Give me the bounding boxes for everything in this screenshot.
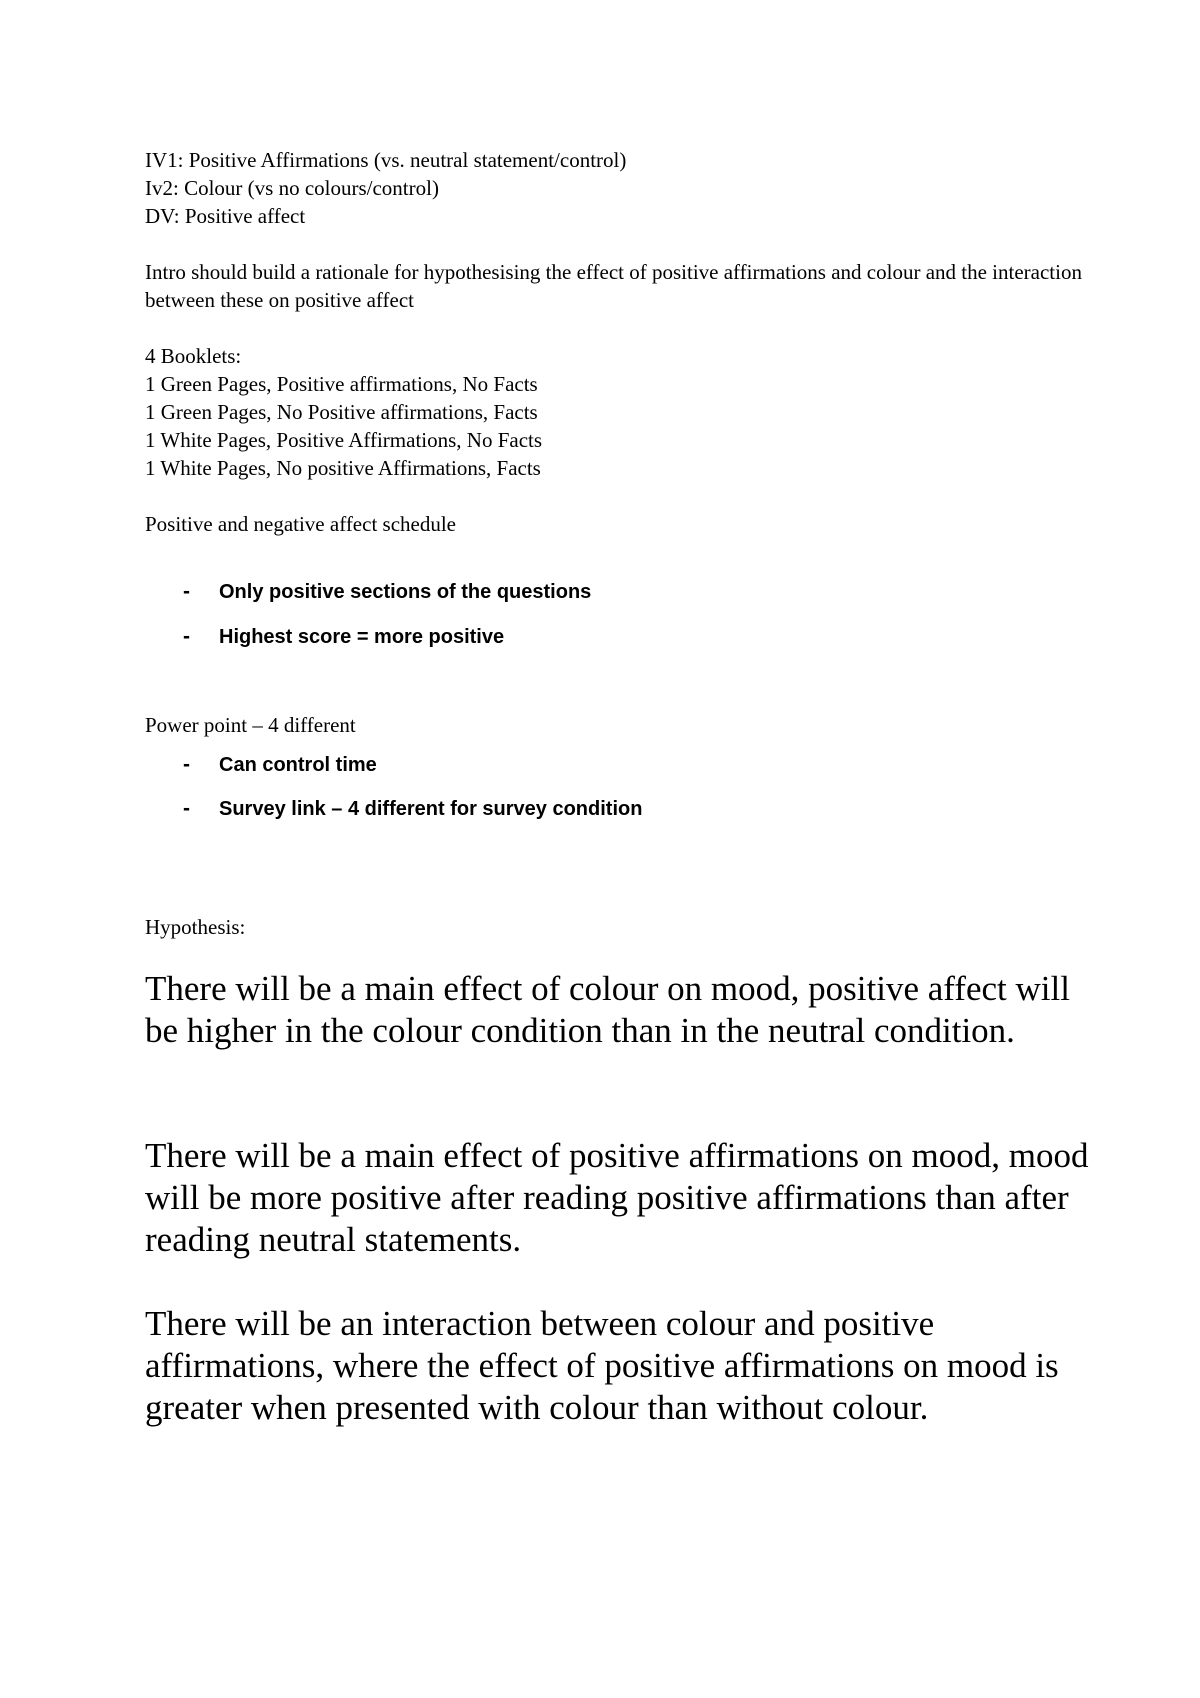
powerpoint-bullet xyxy=(183,751,377,779)
bullet-text: Survey link – 4 different for survey condition xyxy=(219,798,643,820)
iv1-line: IV1: Positive Affirmations (vs. neutral statement/control) xyxy=(145,148,627,172)
powerpoint-bullet xyxy=(183,795,642,823)
dv-line: DV: Positive affect xyxy=(145,204,306,228)
bullet-dash: - xyxy=(183,797,190,820)
bullet-text: Can control time xyxy=(219,754,377,776)
bullet-dash: - xyxy=(183,753,190,776)
bullet-text: Only positive sections of the questions xyxy=(219,581,592,603)
powerpoint-heading: Power point – 4 different xyxy=(145,713,356,737)
booklet-item: 1 White Pages, No positive Affirmations, Facts xyxy=(145,456,541,480)
intro-note: Intro should build a rationale for hypothesising the effect of positive affirmations and colour and the interaction between these on positive affect xyxy=(145,260,1082,312)
hypothesis-statement: There will be an interaction between colour and positive affirmations, where the effect of positive affirmations on mood is greater when presented with colour than without colour. xyxy=(145,1304,1059,1427)
bullet-text: Highest score = more positive xyxy=(219,626,505,648)
iv2-line: Iv2: Colour (vs no colours/control) xyxy=(145,176,439,200)
hypothesis-heading: Hypothesis: xyxy=(145,915,246,939)
booklet-item: 1 Green Pages, No Positive affirmations, Facts xyxy=(145,400,538,424)
panas-bullet xyxy=(183,623,504,651)
booklet-item: 1 White Pages, Positive Affirmations, No Facts xyxy=(145,428,543,452)
booklet-item: 1 Green Pages, Positive affirmations, No Facts xyxy=(145,372,538,396)
hypothesis-statement: There will be a main effect of colour on mood, positive affect will be higher in the colour condition than in the neutral condition. xyxy=(145,969,1070,1050)
panas-heading: Positive and negative affect schedule xyxy=(145,512,457,536)
panas-bullet xyxy=(183,578,591,606)
booklets-heading: 4 Booklets: xyxy=(145,344,242,368)
bullet-dash: - xyxy=(183,580,190,603)
hypothesis-statement: There will be a main effect of positive affirmations on mood, mood will be more positive after reading positive affirmations than after reading neutral statements. xyxy=(145,1136,1089,1259)
bullet-dash: - xyxy=(183,625,190,648)
